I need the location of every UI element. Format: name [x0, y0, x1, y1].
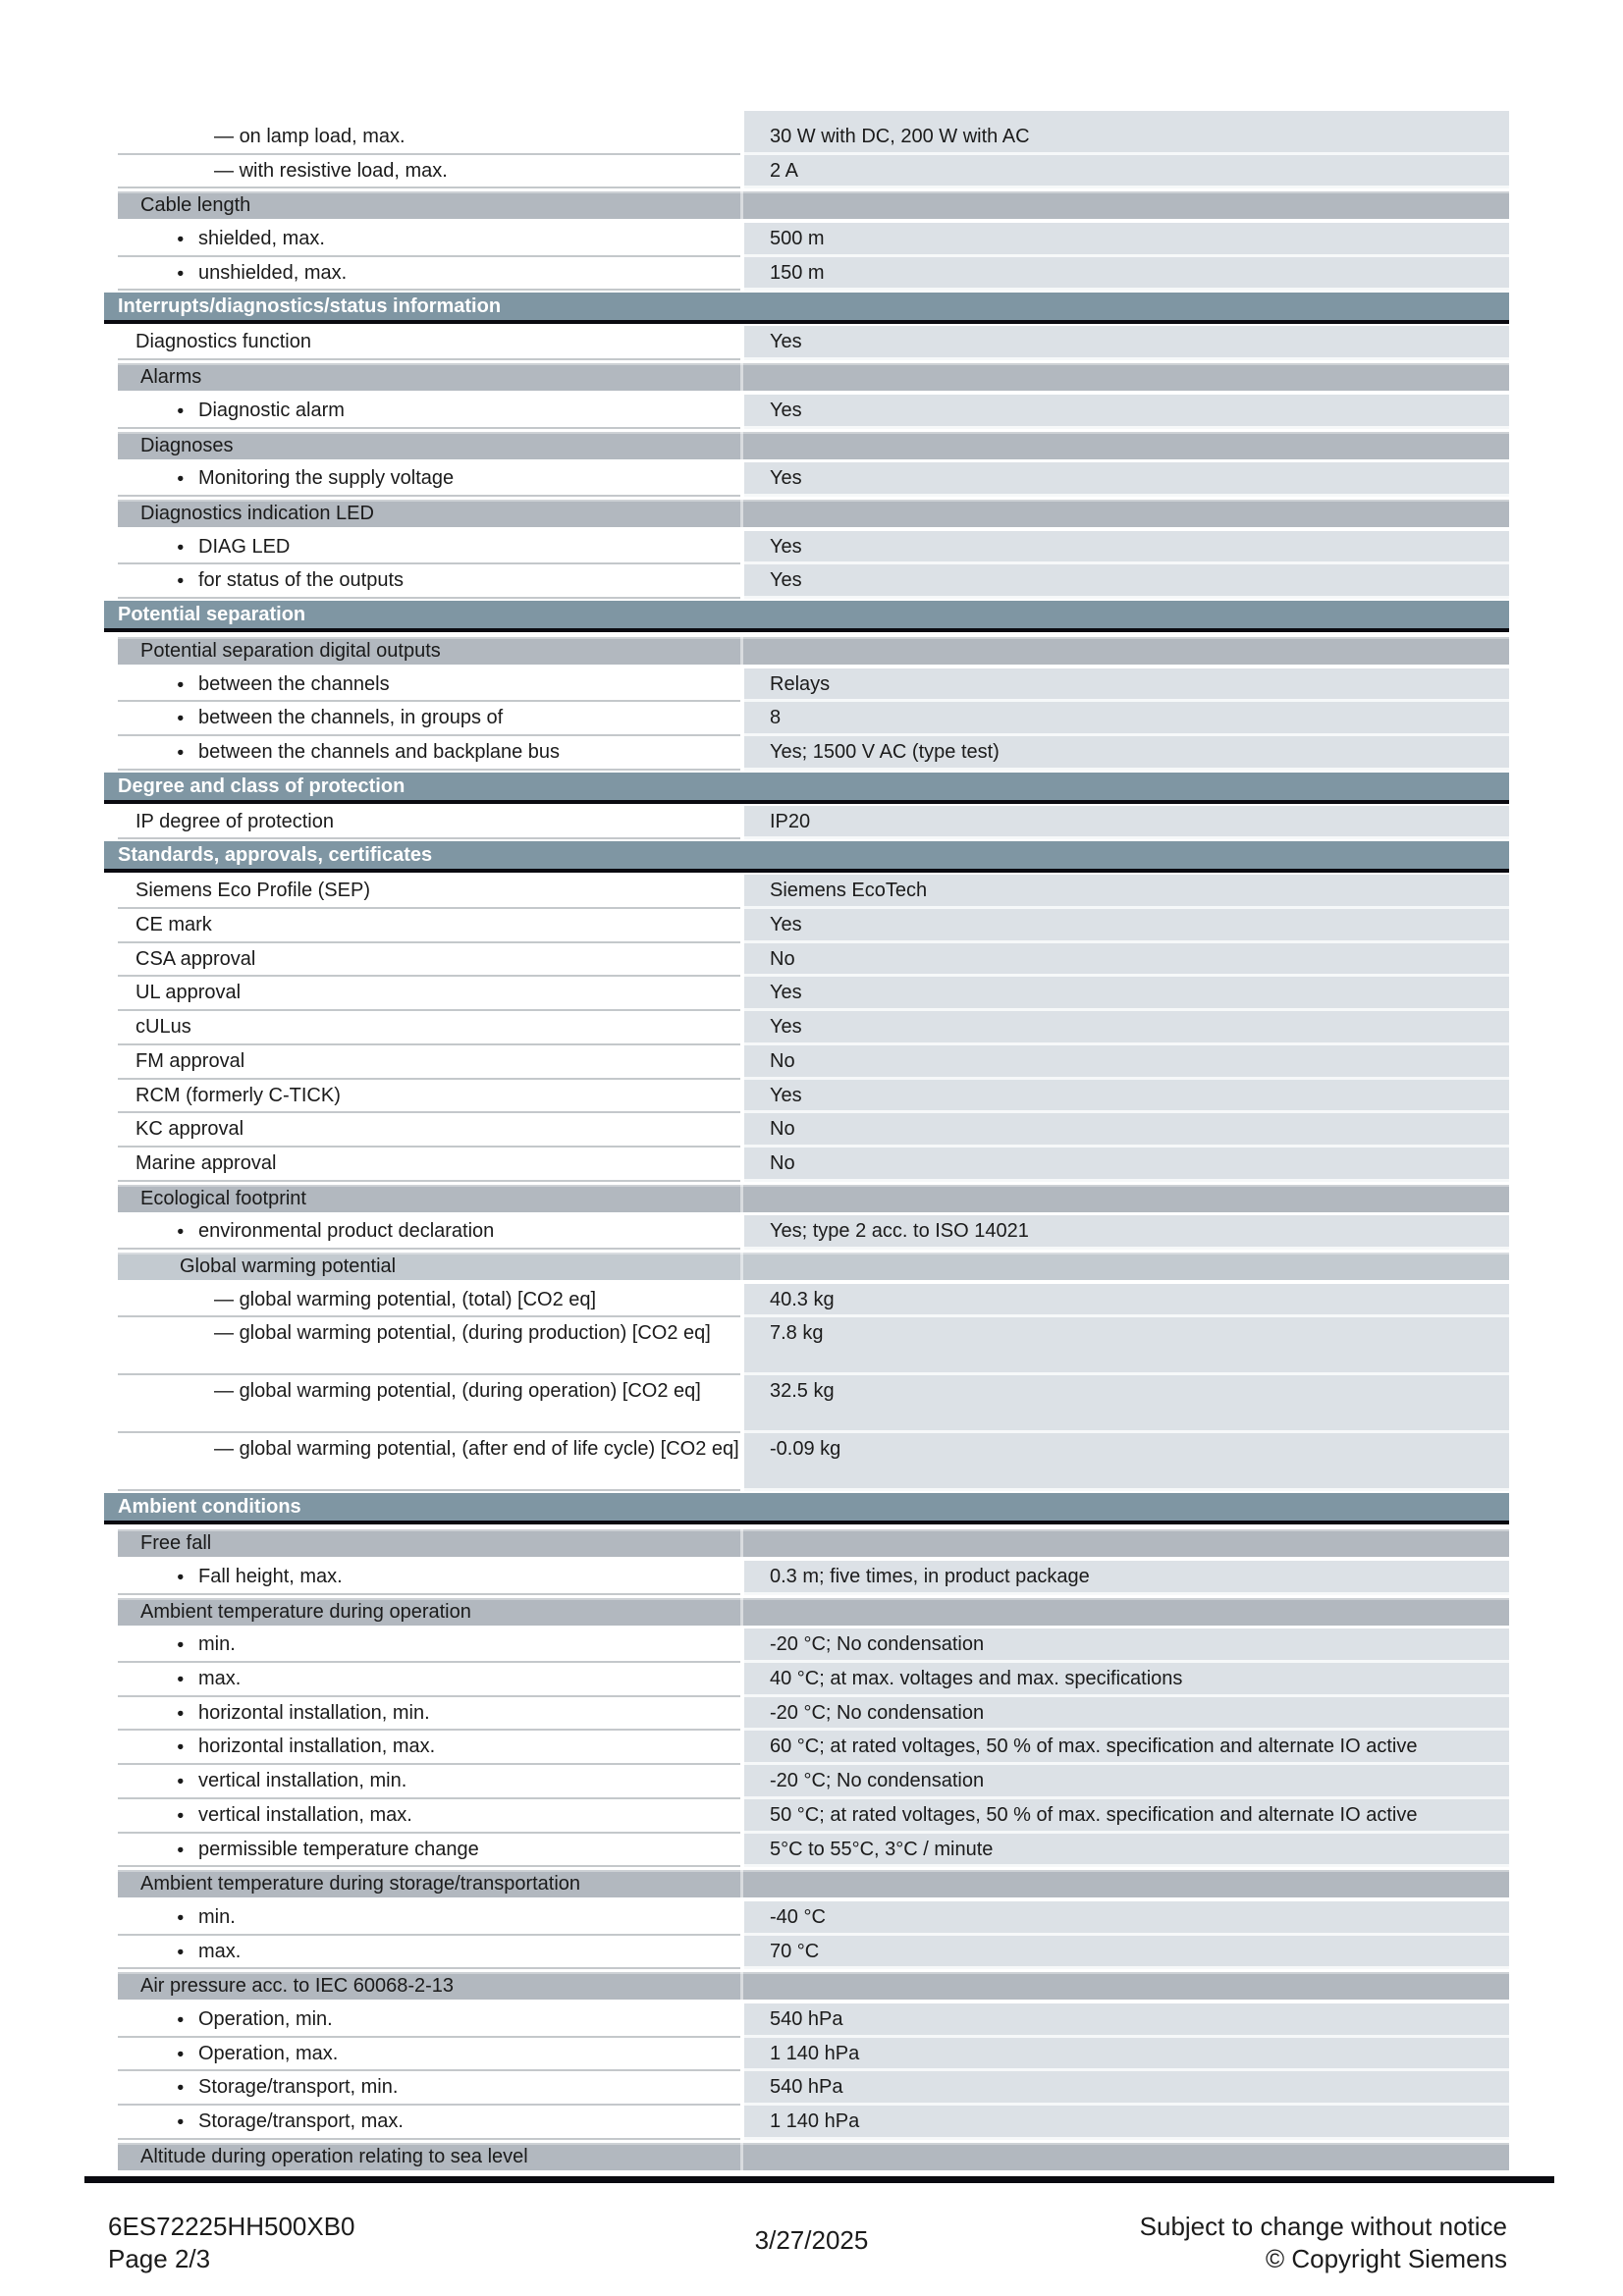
spec-row — [118, 736, 1509, 771]
spec-row — [118, 1834, 1509, 1868]
page-number: Page 2/3 — [108, 2244, 211, 2273]
spec-label-text: ● horizontal installation, min. — [198, 1701, 430, 1724]
spec-value-text: 70 °C — [770, 1940, 820, 1962]
spec-row — [118, 2038, 1509, 2072]
subsection-header-text: Ecological footprint — [140, 1187, 306, 1209]
spec-label-text: ● Fall height, max. — [198, 1566, 343, 1587]
spec-value — [744, 1697, 1509, 1732]
spec-row — [118, 943, 1509, 978]
spec-label-text: Marine approval — [135, 1151, 277, 1174]
spec-label — [118, 1629, 740, 1663]
section-header-text: Potential separation — [118, 603, 306, 625]
section-header-row — [104, 771, 1509, 806]
spec-value-text: Yes — [770, 569, 802, 592]
spec-value — [744, 1148, 1509, 1182]
spec-label — [118, 909, 740, 943]
subsection-header-row — [118, 497, 1509, 531]
subsubsection-header — [118, 1253, 1509, 1280]
section-header-text: Ambient conditions — [118, 1496, 301, 1519]
spec-value-text: 40.3 kg — [770, 1288, 835, 1310]
spec-label-text: ● Operation, min. — [198, 2007, 333, 2030]
spec-label-text: cULus — [135, 1016, 191, 1039]
spec-value-text: Yes — [770, 1016, 802, 1039]
section-header-row — [104, 291, 1509, 326]
spec-label — [118, 1113, 740, 1148]
spec-label-text: RCM (formerly C-TICK) — [135, 1084, 341, 1106]
spec-row — [118, 1901, 1509, 1936]
spec-value-text: No — [770, 1049, 795, 1072]
spec-value-text: No — [770, 1151, 795, 1174]
spec-value — [744, 155, 1509, 189]
spec-label-text: ● min. — [198, 1633, 236, 1656]
spec-label-text: ● between the channels, in groups of — [198, 707, 504, 729]
spec-label-text: — with resistive load, max. — [118, 155, 740, 187]
spec-value — [744, 1215, 1509, 1250]
spec-value — [744, 875, 1509, 909]
spec-value-text: 30 W with DC, 200 W with AC — [770, 126, 1030, 147]
spec-value — [744, 326, 1509, 360]
spec-label-text: Siemens Eco Profile (SEP) — [135, 880, 370, 902]
spec-value-text: -40 °C — [770, 1905, 826, 1928]
spec-row — [118, 1697, 1509, 1732]
spec-label — [118, 1317, 740, 1375]
subsection-header — [118, 363, 1509, 391]
spec-row — [118, 531, 1509, 565]
subsection-header-text: Alarms — [140, 366, 202, 389]
section-header-text: Standards, approvals, certificates — [118, 844, 433, 867]
spec-value — [744, 1011, 1509, 1045]
spec-label — [118, 1834, 740, 1868]
spec-value-text: Siemens EcoTech — [770, 880, 928, 902]
spec-value — [744, 223, 1509, 257]
spec-value — [744, 668, 1509, 703]
spec-value — [744, 2003, 1509, 2038]
subsection-header — [118, 1185, 1509, 1212]
spec-value-text: 150 m — [770, 261, 825, 284]
spec-label — [118, 121, 740, 155]
subsection-header — [118, 637, 1509, 665]
spec-label-text: FM approval — [135, 1049, 245, 1072]
footer-date: 3/27/2025 — [754, 2225, 869, 2255]
spec-row — [118, 1080, 1509, 1114]
subsection-header — [118, 1598, 1509, 1626]
spec-label-text: ● permissible temperature change — [198, 1838, 479, 1860]
spec-label-text: ● Storage/transport, min. — [198, 2076, 399, 2099]
spec-value-text: Yes — [770, 1084, 802, 1106]
spec-label-text: — global warming potential, (during production) [CO2 eq] — [118, 1317, 740, 1349]
spec-label-text: ● unshielded, max. — [198, 261, 348, 284]
spec-value-text: Yes — [770, 331, 802, 353]
spec-label-text: — global warming potential, (after end of life cycle) [CO2 eq] — [118, 1433, 740, 1465]
spec-value — [744, 1045, 1509, 1080]
spec-value — [744, 531, 1509, 565]
spec-row — [118, 1629, 1509, 1663]
spec-label — [118, 2003, 740, 2038]
spec-label — [118, 257, 740, 292]
spec-row — [118, 1936, 1509, 1970]
spec-label — [118, 155, 740, 189]
spec-value — [744, 2106, 1509, 2140]
spec-label — [118, 977, 740, 1011]
spec-value-text: -0.09 kg — [770, 1438, 841, 1461]
spec-row — [118, 1731, 1509, 1765]
spec-label-text: ● vertical installation, max. — [198, 1803, 412, 1826]
spec-value-text: Yes — [770, 399, 802, 421]
spec-value-text: -20 °C; No condensation — [770, 1770, 985, 1792]
spec-label — [118, 1936, 740, 1970]
spec-value — [744, 1113, 1509, 1148]
spec-label-text: IP degree of protection — [135, 810, 334, 832]
spec-label — [118, 1799, 740, 1834]
spec-value — [744, 1901, 1509, 1936]
section-header — [104, 601, 1509, 632]
spec-row — [118, 1148, 1509, 1182]
spec-label-text: CSA approval — [135, 947, 256, 970]
subsection-header-text: Cable length — [140, 194, 251, 217]
spec-value-text: 540 hPa — [770, 2076, 843, 2099]
spec-value — [744, 1080, 1509, 1114]
spec-value-text: 8 — [770, 707, 782, 729]
subsection-header-row — [118, 1867, 1509, 1901]
spec-row — [118, 1765, 1509, 1799]
spec-label-text: ● vertical installation, min. — [198, 1770, 407, 1792]
spec-label-text: ● horizontal installation, max. — [198, 1735, 436, 1758]
section-header-text: Degree and class of protection — [118, 774, 406, 797]
subsection-header-text: Free fall — [140, 1532, 212, 1555]
spec-label-text: — on lamp load, max. — [118, 121, 740, 152]
subsection-header-row — [118, 634, 1509, 668]
subsection-header — [118, 2143, 1509, 2170]
spec-value — [744, 564, 1509, 599]
spec-label-text: ● DIAG LED — [198, 535, 291, 558]
spec-label-text: ● Monitoring the supply voltage — [198, 467, 455, 490]
spec-label — [118, 1080, 740, 1114]
spec-label — [118, 326, 740, 360]
spec-value-text: Yes; type 2 acc. to ISO 14021 — [770, 1220, 1029, 1243]
subsection-header-text: Potential separation digital outputs — [140, 639, 441, 662]
spec-value — [744, 121, 1509, 155]
spec-value-text: Yes; 1500 V AC (type test) — [770, 741, 1000, 763]
spec-value-text: Yes — [770, 535, 802, 558]
spec-label-text: ● between the channels — [198, 672, 390, 695]
section-header-row — [104, 1491, 1509, 1526]
spec-value — [744, 736, 1509, 771]
section-header — [104, 1493, 1509, 1524]
spec-row — [118, 257, 1509, 292]
spec-label-text: ● max. — [198, 1940, 242, 1962]
copyright: © Copyright Siemens — [1265, 2244, 1507, 2273]
spec-label — [118, 702, 740, 736]
spec-label-text: ● environmental product declaration — [198, 1220, 495, 1243]
spec-row — [118, 1045, 1509, 1080]
spec-label — [118, 1433, 740, 1491]
spec-label — [118, 1215, 740, 1250]
spec-label — [118, 223, 740, 257]
spec-row — [118, 1113, 1509, 1148]
spec-row — [118, 564, 1509, 599]
spec-value — [744, 1375, 1509, 1433]
spec-row — [118, 702, 1509, 736]
spec-value — [744, 806, 1509, 840]
spec-row — [118, 1375, 1509, 1433]
spec-label — [118, 2071, 740, 2106]
spec-value-text: 50 °C; at rated voltages, 50 % of max. specification and alternate IO active — [770, 1803, 1418, 1826]
subsection-header-text: Altitude during operation relating to sea level — [140, 2145, 528, 2167]
spec-value — [744, 1834, 1509, 1868]
spec-value-text: Relays — [770, 672, 831, 695]
spec-value-text: No — [770, 947, 795, 970]
spec-row — [118, 1433, 1509, 1491]
subsection-header-text: Air pressure acc. to IEC 60068-2-13 — [140, 1975, 455, 1998]
spec-value-text: Yes — [770, 982, 802, 1004]
spec-value-text: -20 °C; No condensation — [770, 1633, 985, 1656]
spec-label — [118, 531, 740, 565]
spec-value-text: 0.3 m; five times, in product package — [770, 1566, 1090, 1587]
spec-label-text: ● Diagnostic alarm — [198, 399, 345, 421]
spec-value — [744, 1284, 1509, 1318]
spec-row — [118, 668, 1509, 703]
subsection-header — [118, 191, 1509, 219]
spec-value-text: 40 °C; at max. voltages and max. specifications — [770, 1668, 1183, 1690]
subsection-header — [118, 500, 1509, 527]
spec-label — [118, 1045, 740, 1080]
spec-label — [118, 395, 740, 429]
change-notice: Subject to change without notice — [1139, 2212, 1507, 2241]
spec-row — [118, 121, 1509, 155]
spec-label-text: — global warming potential, (total) [CO2 eq] — [118, 1284, 740, 1315]
spec-row — [118, 2003, 1509, 2038]
spec-value-text: Yes — [770, 467, 802, 490]
spec-label-text: ● Storage/transport, max. — [198, 2110, 404, 2132]
spec-label — [118, 1697, 740, 1732]
spec-value-text: IP20 — [770, 810, 811, 832]
spec-value-text: -20 °C; No condensation — [770, 1701, 985, 1724]
spec-row — [118, 395, 1509, 429]
spec-value-text: 1 140 hPa — [770, 2042, 860, 2064]
spec-row — [118, 875, 1509, 909]
spec-value-text: 2 A — [770, 159, 798, 182]
spec-label-text: UL approval — [135, 982, 242, 1004]
subsection-header — [118, 1529, 1509, 1557]
spec-label — [118, 1765, 740, 1799]
spec-value-text: 7.8 kg — [770, 1322, 824, 1345]
spec-label — [118, 462, 740, 497]
spec-label — [118, 1011, 740, 1045]
spec-label — [118, 1663, 740, 1697]
spec-value-text: 60 °C; at rated voltages, 50 % of max. specification and alternate IO active — [770, 1735, 1418, 1758]
spec-row — [118, 806, 1509, 840]
footer-right — [1140, 2211, 1507, 2275]
section-header — [104, 773, 1509, 804]
spec-label — [118, 806, 740, 840]
spec-value — [744, 1663, 1509, 1697]
subsection-header — [118, 1870, 1509, 1897]
spec-label — [118, 1731, 740, 1765]
spec-value — [744, 943, 1509, 978]
spec-row — [118, 326, 1509, 360]
spec-label-text: KC approval — [135, 1118, 244, 1141]
spec-row — [118, 909, 1509, 943]
spec-row — [118, 1663, 1509, 1697]
spec-row — [118, 2106, 1509, 2140]
spec-row — [118, 1317, 1509, 1375]
spec-value — [744, 1317, 1509, 1375]
section-header — [104, 841, 1509, 873]
section-header-row — [104, 599, 1509, 634]
spec-value-text: 5°C to 55°C, 3°C / minute — [770, 1838, 994, 1860]
subsubsection-header-row — [118, 1250, 1509, 1284]
subsection-header-text: Diagnoses — [140, 434, 234, 456]
spec-label-text: ● shielded, max. — [198, 228, 325, 250]
spec-label — [118, 736, 740, 771]
spec-value — [744, 1799, 1509, 1834]
spec-value-text: 540 hPa — [770, 2007, 843, 2030]
spec-row — [118, 1011, 1509, 1045]
spec-label — [118, 1148, 740, 1182]
spec-label — [118, 943, 740, 978]
spec-value — [744, 1433, 1509, 1491]
spec-value — [744, 395, 1509, 429]
spec-row — [118, 1284, 1509, 1318]
spec-label-text: ● for status of the outputs — [198, 569, 405, 592]
spec-row — [118, 2071, 1509, 2106]
subsection-header-row — [118, 2140, 1509, 2174]
spec-label-text: Diagnostics function — [135, 331, 311, 353]
spec-value — [744, 1561, 1509, 1595]
spec-label — [118, 564, 740, 599]
spec-value — [744, 1629, 1509, 1663]
spec-label — [118, 2106, 740, 2140]
spec-value — [744, 1936, 1509, 1970]
spec-value — [744, 462, 1509, 497]
spec-label-text: ● between the channels and backplane bus — [198, 741, 561, 763]
spec-value — [744, 977, 1509, 1011]
spec-value — [744, 909, 1509, 943]
spec-value — [744, 1731, 1509, 1765]
value-column-top-strip — [744, 111, 1509, 121]
spec-row — [118, 462, 1509, 497]
spec-value — [744, 702, 1509, 736]
spec-value — [744, 257, 1509, 292]
footer-rule — [84, 2176, 1554, 2183]
subsection-header-row — [118, 429, 1509, 463]
subsection-header-row — [118, 360, 1509, 395]
spec-label-text: ● min. — [198, 1905, 236, 1928]
subsection-header-text: Ambient temperature during operation — [140, 1600, 471, 1623]
subsection-header-row — [118, 188, 1509, 223]
spec-value — [744, 2038, 1509, 2072]
spec-label — [118, 875, 740, 909]
spec-row — [118, 155, 1509, 189]
subsection-header-text: Diagnostics indication LED — [140, 502, 374, 524]
subsection-header — [118, 1972, 1509, 2000]
spec-label — [118, 1901, 740, 1936]
spec-row — [118, 1561, 1509, 1595]
spec-label — [118, 1375, 740, 1433]
spec-table — [104, 121, 1509, 2173]
subsection-header-text: Ambient temperature during storage/transportation — [140, 1873, 581, 1896]
subsection-header-row — [118, 1182, 1509, 1216]
spec-value-text: 1 140 hPa — [770, 2110, 860, 2132]
section-header — [104, 293, 1509, 324]
spec-row — [118, 977, 1509, 1011]
spec-value-text: 500 m — [770, 228, 825, 250]
spec-label-text: ● Operation, max. — [198, 2042, 339, 2064]
spec-value — [744, 1765, 1509, 1799]
spec-label — [118, 1284, 740, 1318]
subsection-header-row — [118, 1595, 1509, 1629]
article-number: 6ES72225HH500XB0 — [108, 2212, 355, 2241]
spec-label-text: CE mark — [135, 914, 212, 936]
spec-label — [118, 1561, 740, 1595]
spec-row — [118, 1215, 1509, 1250]
subsection-header-row — [118, 1526, 1509, 1561]
subsubsection-header-text: Global warming potential — [180, 1255, 397, 1277]
spec-row — [118, 1799, 1509, 1834]
spec-value-text: No — [770, 1118, 795, 1141]
spec-row — [118, 223, 1509, 257]
spec-value-text: 32.5 kg — [770, 1380, 835, 1403]
spec-label — [118, 668, 740, 703]
section-header-text: Interrupts/diagnostics/status information — [118, 295, 502, 318]
spec-label — [118, 2038, 740, 2072]
subsection-header-row — [118, 1969, 1509, 2003]
section-header-row — [104, 839, 1509, 875]
spec-label-text: — global warming potential, (during operation) [CO2 eq] — [118, 1375, 740, 1407]
spec-value — [744, 2071, 1509, 2106]
spec-label-text: ● max. — [198, 1668, 242, 1690]
subsection-header — [118, 432, 1509, 459]
spec-value-text: Yes — [770, 914, 802, 936]
